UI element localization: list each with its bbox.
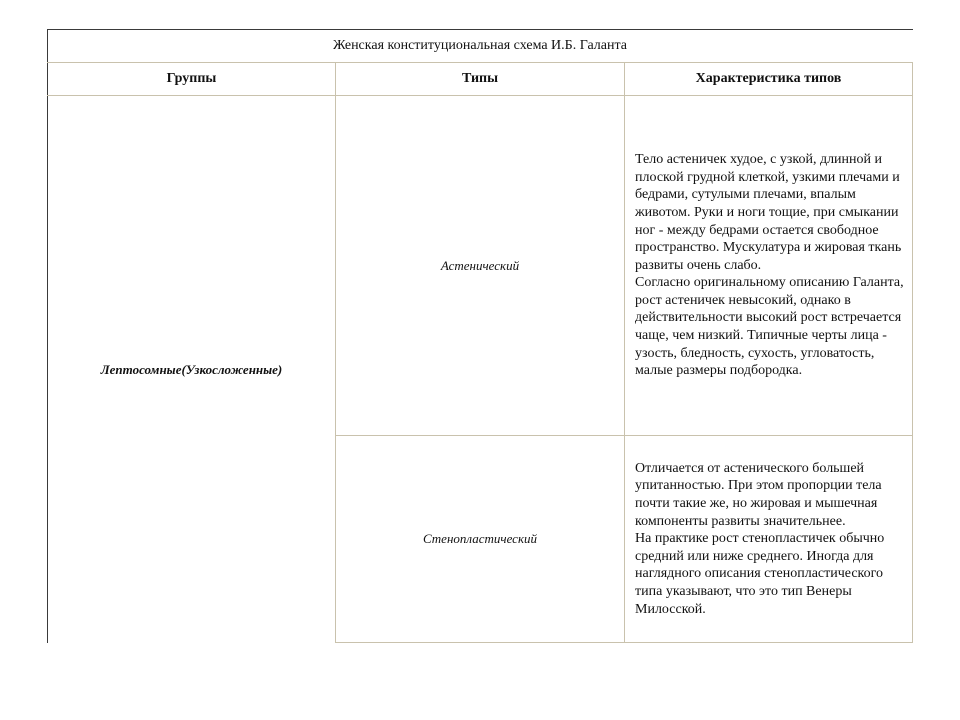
- description-paragraph: На практике рост стенопластичек обычно средний или ниже среднего. Иногда для наглядного описания стенопластического типа указывают, что это тип Венеры Милосской.: [635, 531, 885, 617]
- description-asthenic-text: [635, 151, 906, 380]
- constitution-table: [47, 29, 913, 643]
- description-paragraph: Согласно оригинальному описанию Галанта, рост астеничек невысокий, однако в действительности высокий рост встречается чаще, чем низкий. Типичные черты лица - узость, бледность, сухость, угловатость, малые размеры подбородка.: [635, 275, 904, 379]
- right-border: [912, 62, 913, 643]
- description-paragraph: Отличается от астенического большей упитанностью. При этом пропорции тела почти такие же, но жировая и мышечная компоненты развиты значительнее.: [635, 460, 882, 529]
- type-asthenic: Астенический: [440, 257, 520, 273]
- description-paragraph: Тело астеничек худое, с узкой, длинной и плоской грудной клеткой, узкими плечами и бедрами, сутулыми плечами, впалым животом. Руки и ноги тощие, при смыкании ног - между бедрами остается свободное пространство. Мускулатура и жировая ткань развиты очень слабо.: [635, 152, 902, 273]
- table-bottom-border: [335, 642, 913, 643]
- description-stenoplastic: [625, 436, 912, 642]
- group-leptosomic: Лептосомные(Узкосложенные): [100, 361, 283, 377]
- header-types: Типы: [461, 71, 499, 86]
- header-groups: Группы: [166, 71, 217, 86]
- header-characteristics: Характеристика типов: [695, 71, 842, 86]
- description-asthenic: [625, 96, 912, 435]
- description-stenoplastic-text: [635, 460, 906, 618]
- type-stenoplastic: Стенопластический: [422, 531, 538, 546]
- table-title: Женская конституциональная схема И.Б. Галанта: [333, 38, 627, 53]
